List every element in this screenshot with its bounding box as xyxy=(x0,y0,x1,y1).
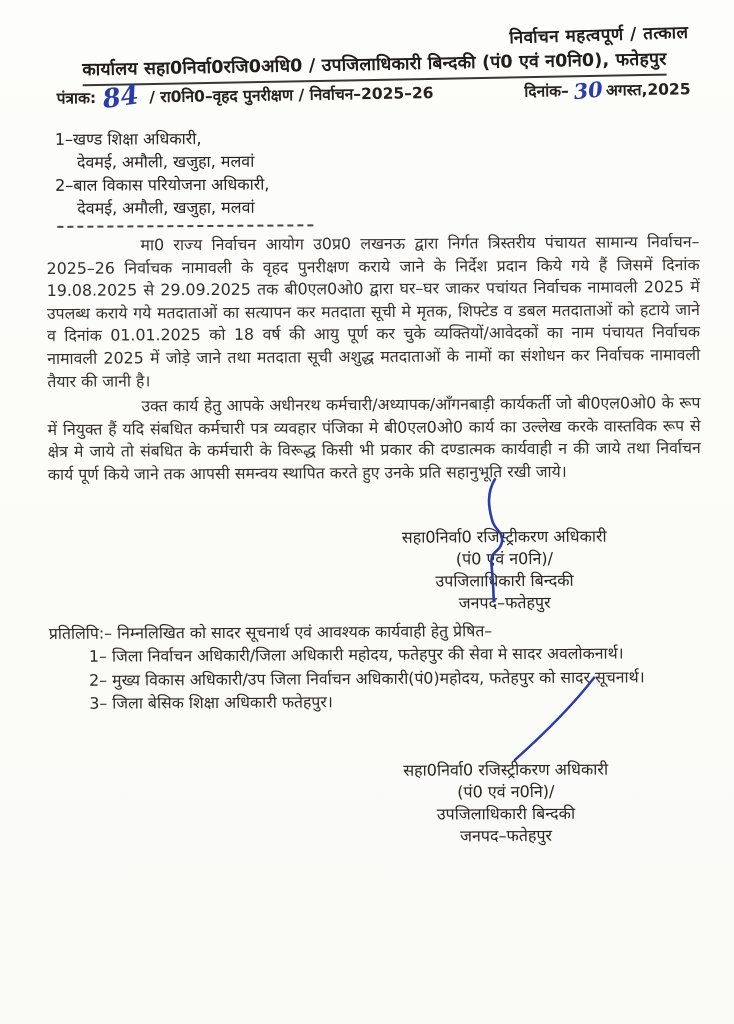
copy-item: 2– मुख्य विकास अधिकारी/उप जिला निर्वाचन अधिकारी(पं0)महोदय, फतेहपुर को सादर सूचनार्थ। xyxy=(89,667,645,690)
addressee-places: देवमई, अमौली, खजुहा, मलवां xyxy=(77,197,255,218)
office-title: कार्यालय सहा0निर्वा0रजि0अधि0 / उपजिलाधिकारी बिन्दकी (पं0 एवं न0नि0), फतेहपुर xyxy=(82,47,667,87)
ref-number-label: पंत्राक: xyxy=(56,89,97,108)
date-label: दिनांक– xyxy=(524,82,569,101)
addressee-item xyxy=(55,127,270,174)
separator-dashes xyxy=(57,224,313,228)
copy-section xyxy=(49,618,703,715)
ref-description: / रा0नि0–वृहद पुनरीक्षण / निर्वाचन–2025–26 xyxy=(149,84,434,107)
signatory-designation-2: (पं0 एवं न0नि)/ xyxy=(457,781,555,802)
signature-block-1 xyxy=(339,525,670,615)
body-paragraph-1: मा0 राज्य निर्वाचन आयोग उ0प्र0 लखनऊ द्वारा निर्गत त्रिस्तरीय पंचायत सामान्य निर्वाचन–2025–26 निर्वाचक नामावली के वृहद पुनरीक्षण कराये जाने के निर्देश प्रदान किये गये हैं जिसमें दिनांक 19.08.2025 से 29.09.2025 तक बी0एल0ओ0 द्वारा घर–घर जाकर पचांयत निर्वाचक नामावली 2025 में उपलब्ध कराये गये मतदाताओं का सत्यापन कर मतदाता सूची मे मृतक, शिफ्टेड व डबल मतदाताओं को हटाये जाने व दिनांक 01.01.2025 को 18 वर्ष की आयु पूर्ण कर चुके व्यक्तियों/आवेदकों का नाम पंचायत निर्वाचक नामावली 2025 में जोड़े जाने तथा मतदाता सूची अशुद्ध मतदाताओं के नामों का संशोधन कर निर्वाचक नामावली तैयार की जानी है। xyxy=(46,231,701,391)
signatory-designation-3: उपजिलाधिकारी बिन्दकी xyxy=(435,570,574,591)
signatory-designation-2: (पं0 एवं न0नि)/ xyxy=(455,548,554,568)
signature-block-2 xyxy=(341,758,672,848)
addressee-title: 2–बाल विकास परियोजना अधिकारी, xyxy=(55,174,270,195)
priority-tag: निर्वाचन महत्वपूर्ण / तत्काल xyxy=(508,22,689,49)
signatory-designation: सहा0निर्वा0 रजिस्ट्रीकरण अधिकारी xyxy=(403,759,609,780)
letter-body xyxy=(46,231,703,850)
addressee-places: देवमई, अमौली, खजुहा, मलवां xyxy=(76,151,255,172)
addressee-item xyxy=(55,173,270,220)
body-paragraph-2: उक्त कार्य हेतु आपके अधीनरथ कर्मचारी/अध्यापक/आँगनबाड़ी कार्यकर्ती जो बी0एल0ओ0 के रूप में नियुक्त हैं यदि संबधित कर्मचारी पत्र व्यवहार पंजिका मे बी0एल0ओ0 कार्य का उल्लेख करके वास्तविक रूप से क्षेत्र मे जाये तो संबधित के कर्मचारी के विरूद्ध किसी भी प्रकार की दण्डात्मक कार्यवाही न की जाये तथा निर्वाचन कार्य पूर्ण किये जाने तक आपसी समन्वय स्थापित करते हुए उनके प्रति सहानुभूति रखी जाये। xyxy=(47,393,701,484)
date-month-year: अगस्त,2025 xyxy=(605,80,691,100)
copy-item: 3– जिला बेसिक शिक्षा अधिकारी फतेहपुर। xyxy=(89,692,333,714)
signatory-district: जनपद–फतेहपुर xyxy=(458,592,551,612)
signatory-district: जनपद–फतेहपुर xyxy=(460,825,553,846)
ref-line-spacer xyxy=(434,97,525,98)
addressee-title: 1–खण्ड शिक्षा अधिकारी, xyxy=(54,129,202,149)
ref-number-handwritten: 84 xyxy=(101,80,142,116)
signatory-designation-3: उपजिलाधिकारी बिन्दकी xyxy=(436,803,576,824)
copy-item: 1– जिला निर्वाचन अधिकारी/जिला अधिकारी महोदय, फतेहपुर की सेवा मे सादर अवलोकनार्थ। xyxy=(88,643,624,666)
copy-heading: प्रतिलिपि:– निम्नलिखित को सादर सूचनार्थ एवं आवश्यक कार्यवाही हेतु प्रेषित– xyxy=(48,620,493,643)
date-day-handwritten: 30 xyxy=(572,76,605,105)
signatory-designation: सहा0निर्वा0 रजिस्ट्रीकरण अधिकारी xyxy=(401,526,607,547)
addressee-list xyxy=(55,127,270,220)
